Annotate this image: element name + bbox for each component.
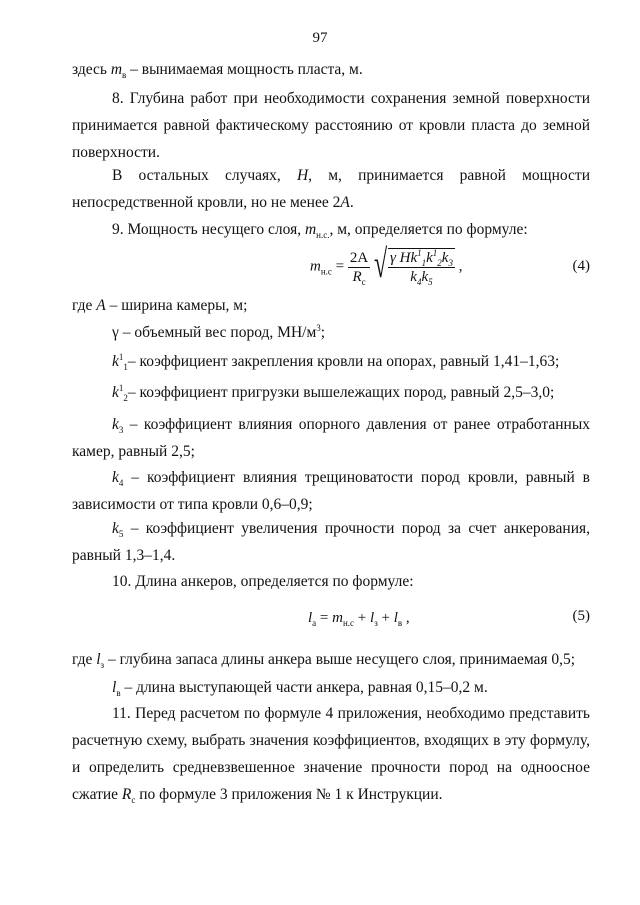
- paragraph-other-cases: В остальных случаях, H, м, принимается равной мощности непосредственной кровли, но не менее 2A.: [72, 167, 590, 211]
- formula-4-radical: √ $\frac{\gamma Hk^1_1k^1_2k_3}{k_4k_5}$: [373, 241, 453, 287]
- paragraph-lv: $l_в$ – длина выступающей части анкера, равная 0,15–0,2 м.: [112, 679, 488, 699]
- formula-5: $l_а = m_{н.с} + l_з + l_в$ ,: [308, 610, 410, 628]
- paragraph-gamma: γ – объемный вес пород, $МН/м^3$;: [112, 322, 326, 341]
- paragraph-item-10: 10. Длина анкеров, определяется по формуле:: [112, 573, 414, 590]
- paragraph-mv: здесь $m_в$ – вынимаемая мощность пласта, м.: [72, 61, 363, 81]
- paragraph-item-11: 11. Перед расчетом по формуле 4 приложения, необходимо представить расчетную схему, выбрать значения коэффициентов, входящих в эту формулу, и определить средневзвешенное значение прочности пород на одноосное сжатие $R_с$ по формуле 3 приложения № 1 к Инструкции.: [72, 705, 590, 806]
- paragraph-k1: $k^1_1-$ коэффициент закрепления кровли на опорах, равный 1,41–1,63;: [112, 351, 560, 373]
- formula-4: $m_{н.с}$ = $\frac{2A}{R_с}$ √ $\frac{\gamma Hk^1_1k^1_2k_3}{k_4k_5}$ ,: [310, 241, 463, 287]
- paragraph-k5: $k_5$ – коэффициент увеличения прочности пород за счет анкерования, равный 1,3–1,4.: [72, 520, 590, 564]
- equation-number-5: (5): [572, 608, 590, 624]
- paragraph-where-A: где A – ширина камеры, м;: [72, 297, 248, 314]
- paragraph-l3: где $l_з$ – глубина запаса длины анкера выше несущего слоя, принимаемая 0,5;: [72, 651, 576, 671]
- paragraph-k3: $k_3$ – коэффициент влияния опорного давления от ранее отработанных камер, равный 2,5;: [72, 416, 590, 460]
- paragraph-item-8: 8. Глубина работ при необходимости сохранения земной поверхности принимается равной фактическому расстоянию от кровли пласта до земной поверхности.: [72, 90, 590, 161]
- page-number: 97: [312, 30, 328, 46]
- paragraph-k2: $k^1_2-$ коэффициент пригрузки вышележащих пород, равный 2,5–3,0;: [112, 382, 555, 404]
- formula-4-fraction: $\frac{2A}{R_с}$: [349, 249, 369, 287]
- equation-number-4: (4): [572, 258, 590, 274]
- paragraph-k4: $k_4$ – коэффициент влияния трещиноватости пород кровли, равный в зависимости от типа кровли 0,6–0,9;: [72, 469, 590, 513]
- paragraph-item-9: 9. Мощность несущего слоя, $m_{н.с.}$, м, определяется по формуле:: [112, 221, 528, 241]
